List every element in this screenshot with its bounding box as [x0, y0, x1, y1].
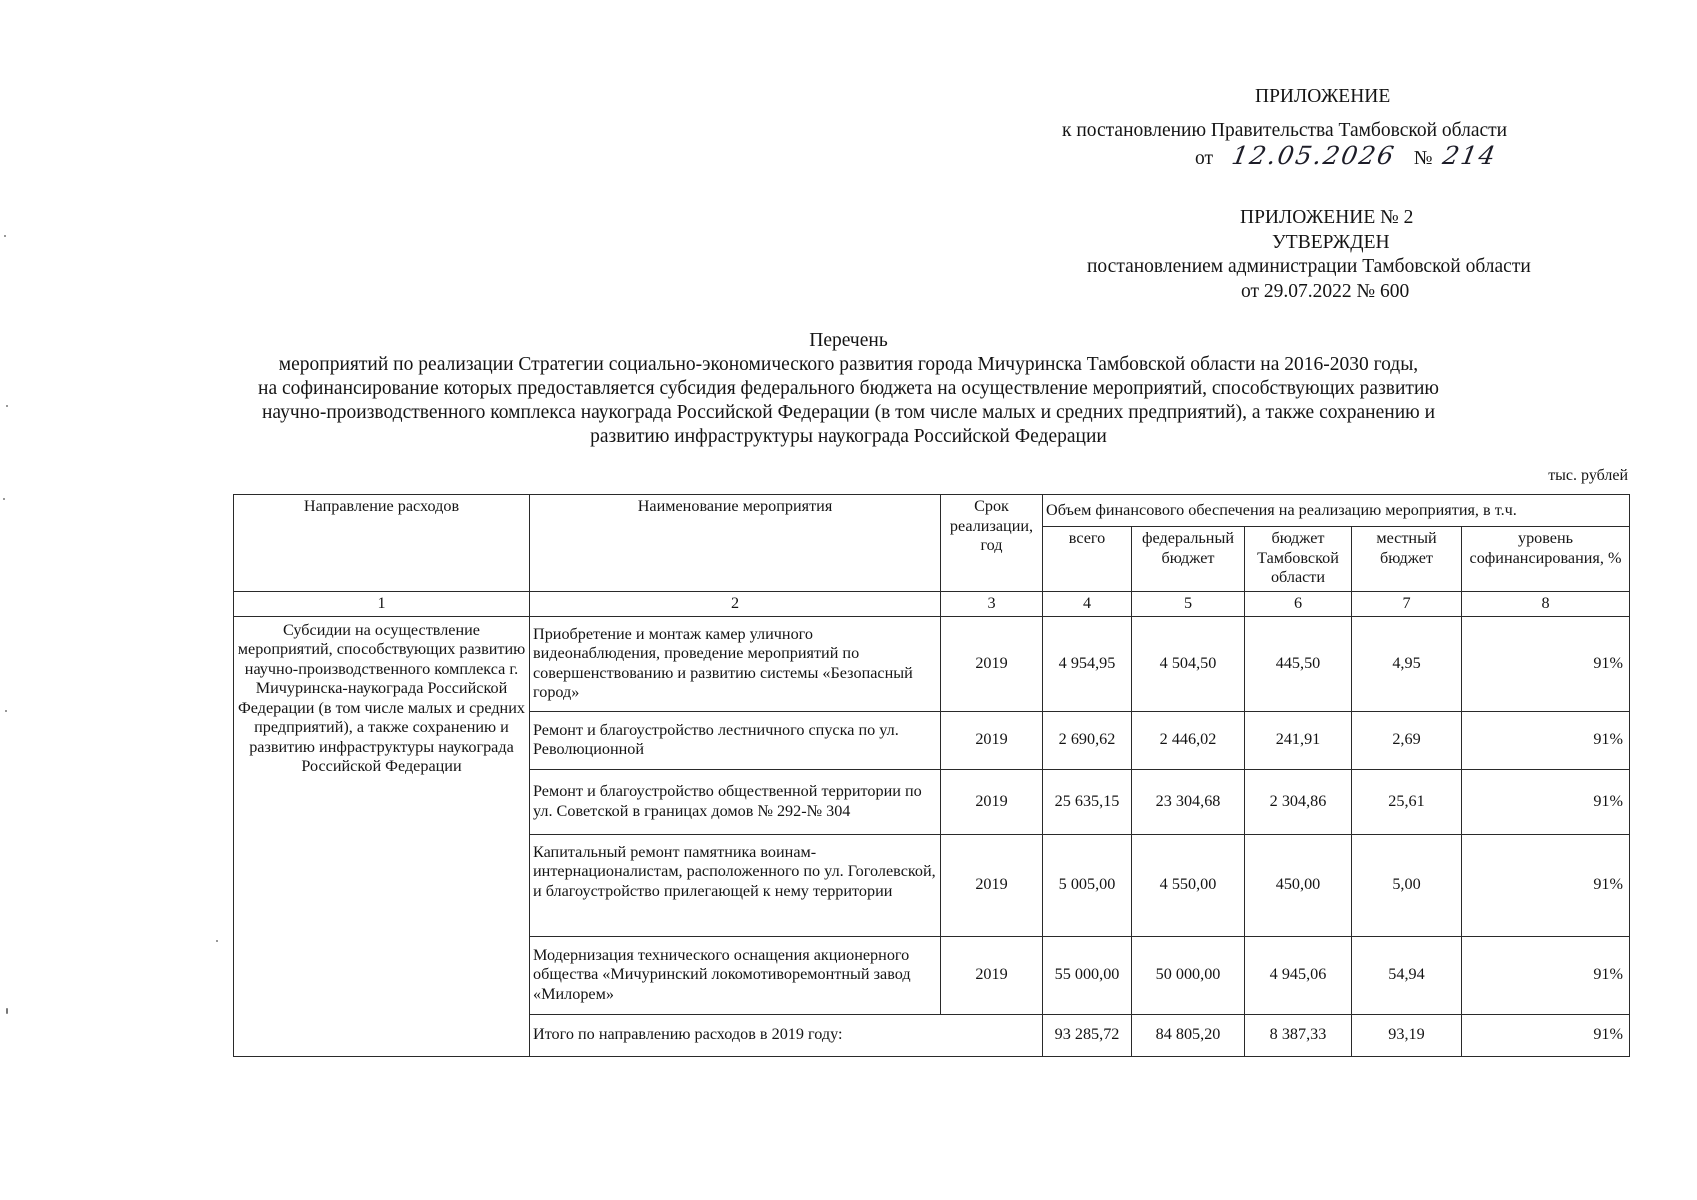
- measure-level: 91%: [1462, 711, 1630, 769]
- handwritten-date: 12.05.2026: [1229, 141, 1398, 170]
- total-regional: 8 387,33: [1245, 1014, 1352, 1056]
- total-local: 93,19: [1352, 1014, 1462, 1056]
- measure-regional: 2 304,86: [1245, 769, 1352, 834]
- measure-local: 4,95: [1352, 616, 1462, 711]
- col-number: 7: [1352, 592, 1462, 617]
- title-line-3: на софинансирование которых предоставляется субсидия федерального бюджета на осуществление мероприятий, способствующих развитию: [258, 378, 1439, 399]
- title-line-4: научно-производственного комплекса наукограда Российской Федерации (в том числе малых и средних предприятий), а также сохранению и: [261, 402, 1436, 423]
- header-total: всего: [1043, 527, 1132, 592]
- measure-name: Капитальный ремонт памятника воинам-интернационалистам, расположенного по ул. Гоголевской, и благоустройство прилегающей к нему территории: [530, 834, 941, 936]
- title-line-2: мероприятий по реализации Стратегии социально-экономического развития города Мичуринска Тамбовской области на 2016-2030 годы,: [278, 354, 1419, 375]
- measure-year: 2019: [941, 769, 1043, 834]
- measure-year: 2019: [941, 711, 1043, 769]
- total-total: 93 285,72: [1043, 1014, 1132, 1056]
- document-title: Перечень: [809, 330, 888, 351]
- appendix-2-heading: ПРИЛОЖЕНИЕ № 2: [1240, 207, 1414, 228]
- col-number: 5: [1132, 592, 1245, 617]
- title-line-5: развитию инфраструктуры наукограда Российской Федерации: [590, 426, 1107, 447]
- header-cofinancing: уровень софинансирования, %: [1462, 527, 1630, 592]
- handwritten-number: 214: [1440, 141, 1500, 170]
- measure-total: 5 005,00: [1043, 834, 1132, 936]
- measure-level: 91%: [1462, 936, 1630, 1014]
- col-number: 8: [1462, 592, 1630, 617]
- scan-speck: [4, 235, 6, 237]
- approved-heading: УТВЕРЖДЕН: [1272, 232, 1390, 253]
- measure-regional: 450,00: [1245, 834, 1352, 936]
- measure-total: 25 635,15: [1043, 769, 1132, 834]
- header-volume: Объем финансового обеспечения на реализацию мероприятия, в т.ч.: [1043, 495, 1630, 527]
- measure-regional: 241,91: [1245, 711, 1352, 769]
- direction-cell: Субсидии на осуществление мероприятий, способствующих развитию научно-производственного комплекса г. Мичуринска-наукограда Российской Федерации (в том числе малых и средних предприятий), а также сохранению и развитию инфраструктуры наукограда Российской Федерации: [234, 616, 530, 1056]
- col-number: 6: [1245, 592, 1352, 617]
- col-number: 2: [530, 592, 941, 617]
- scan-speck: [3, 498, 5, 500]
- measure-federal: 2 446,02: [1132, 711, 1245, 769]
- measure-federal: 4 504,50: [1132, 616, 1245, 711]
- units-label: тыс. рублей: [1548, 467, 1628, 484]
- measure-level: 91%: [1462, 834, 1630, 936]
- measure-regional: 445,50: [1245, 616, 1352, 711]
- measure-federal: 50 000,00: [1132, 936, 1245, 1014]
- total-federal: 84 805,20: [1132, 1014, 1245, 1056]
- header-term: Срок реализации, год: [941, 495, 1043, 592]
- header-name: Наименование мероприятия: [530, 495, 941, 592]
- approved-by: постановлением администрации Тамбовской области: [1087, 256, 1531, 277]
- col-number: 3: [941, 592, 1043, 617]
- measure-total: 55 000,00: [1043, 936, 1132, 1014]
- measure-name: Ремонт и благоустройство лестничного спуска по ул. Революционной: [530, 711, 941, 769]
- measure-level: 91%: [1462, 769, 1630, 834]
- measure-regional: 4 945,06: [1245, 936, 1352, 1014]
- number-prefix: №: [1413, 148, 1433, 169]
- appendix-heading: ПРИЛОЖЕНИЕ: [1255, 86, 1391, 107]
- measure-name: Ремонт и благоустройство общественной территории по ул. Советской в границах домов № 292-№ 304: [530, 769, 941, 834]
- measure-federal: 4 550,00: [1132, 834, 1245, 936]
- scan-speck: [5, 710, 7, 712]
- scan-speck: [216, 940, 218, 942]
- measure-local: 2,69: [1352, 711, 1462, 769]
- table-row: [234, 616, 1630, 711]
- total-level: 91%: [1462, 1014, 1630, 1056]
- header-local: местный бюджет: [1352, 527, 1462, 592]
- measure-level: 91%: [1462, 616, 1630, 711]
- header-direction: Направление расходов: [234, 495, 530, 592]
- resolution-reference: к постановлению Правительства Тамбовской области: [1062, 120, 1508, 141]
- scan-speck: [6, 405, 8, 407]
- approved-date: от 29.07.2022 № 600: [1241, 281, 1410, 302]
- from-prefix: от: [1195, 148, 1214, 169]
- measure-year: 2019: [941, 936, 1043, 1014]
- measure-year: 2019: [941, 834, 1043, 936]
- measure-local: 5,00: [1352, 834, 1462, 936]
- measure-name: Модернизация технического оснащения акционерного общества «Мичуринский локомотиворемонтный завод «Милорем»: [530, 936, 941, 1014]
- header-regional: бюджет Тамбовской области: [1245, 527, 1352, 592]
- measure-local: 25,61: [1352, 769, 1462, 834]
- measure-total: 2 690,62: [1043, 711, 1132, 769]
- measure-name: Приобретение и монтаж камер уличного видеонаблюдения, проведение мероприятий по совершенствованию и развитию системы «Безопасный город»: [530, 616, 941, 711]
- header-federal: федеральный бюджет: [1132, 527, 1245, 592]
- measures-table: [233, 494, 1630, 1057]
- col-number: 4: [1043, 592, 1132, 617]
- resolution-date-line: [1195, 141, 1500, 172]
- measure-year: 2019: [941, 616, 1043, 711]
- measure-total: 4 954,95: [1043, 616, 1132, 711]
- total-label: Итого по направлению расходов в 2019 году:: [530, 1014, 1043, 1056]
- measure-federal: 23 304,68: [1132, 769, 1245, 834]
- measure-local: 54,94: [1352, 936, 1462, 1014]
- col-number: 1: [234, 592, 530, 617]
- column-number-row: [234, 592, 1630, 617]
- scan-speck: [6, 1008, 8, 1014]
